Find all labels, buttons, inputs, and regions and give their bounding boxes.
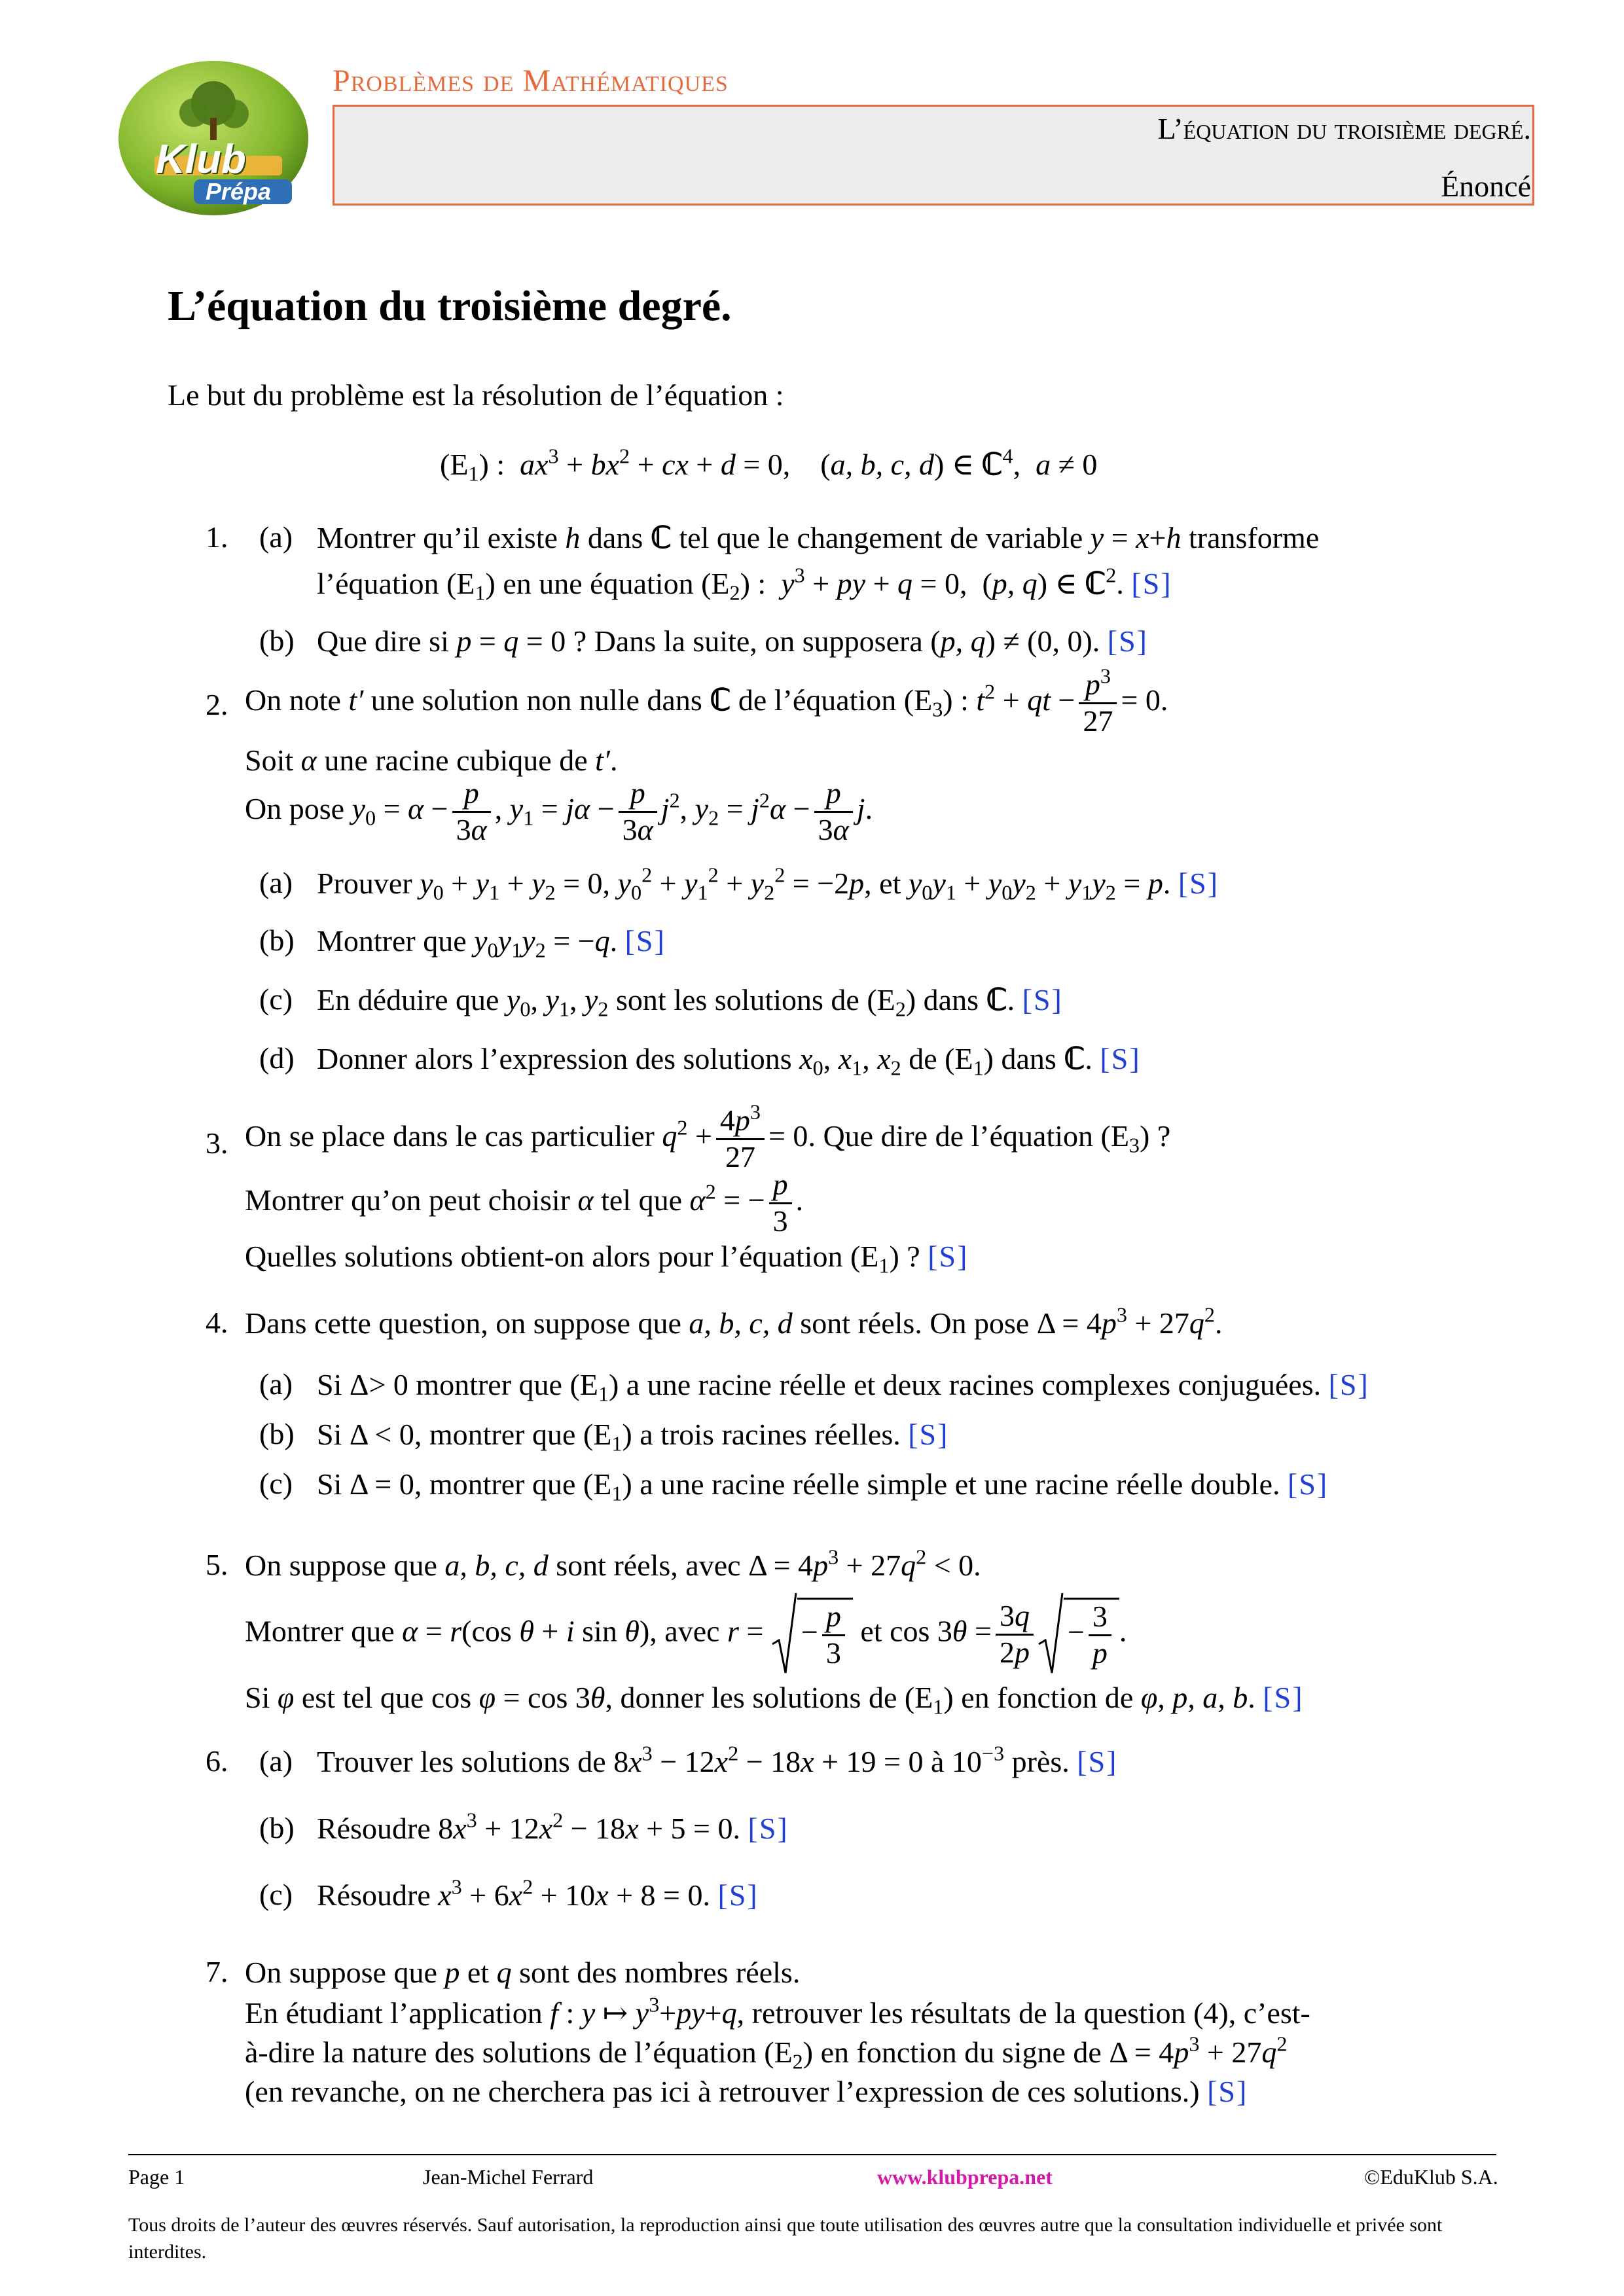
q2d-text: Donner alors l’expression des solutions $x_0$, $x_1$, $x_2$ de $(E_1)$ dans ℂ. [S] — [317, 1042, 1141, 1080]
q1b-solution-link[interactable]: [S] — [1107, 624, 1149, 658]
q2d-label: (d) — [259, 1041, 295, 1075]
footer-copyright: ©EduKlub S.A. — [1364, 2165, 1498, 2189]
q6a-label: (a) — [259, 1744, 293, 1778]
q3-number: 3. — [206, 1126, 228, 1160]
q7-solution-link[interactable]: [S] — [1207, 2075, 1248, 2108]
q1-number: 1. — [206, 520, 228, 554]
q4a-label: (a) — [259, 1367, 293, 1401]
q1b-label: (b) — [259, 624, 295, 657]
q4-number: 4. — [206, 1306, 228, 1339]
q4c-solution-link[interactable]: [S] — [1288, 1467, 1329, 1501]
q7-line3: à-dire la nature des solutions de l’équation $(E_2)$ en fonction du signe de $\Delta = 4p^3 + 27q^2$ — [245, 2032, 1288, 2073]
footer-site-link[interactable]: www.klubprepa.net — [877, 2165, 1053, 2189]
q2-line1: On note t′ une solution non nulle dans ℂ de l’équation $(E_3)$ : $t^2$ + qt − $\frac{p^3}{27}$ = 0. — [245, 664, 1168, 738]
q2a-label: (a) — [259, 866, 293, 899]
q5-number: 5. — [206, 1548, 228, 1581]
q2c-text: En déduire que $y_0$, $y_1$, $y_2$ sont les solutions de $(E_2)$ dans ℂ. [S] — [317, 983, 1063, 1021]
footer-page-number: Page 1 — [128, 2165, 185, 2189]
q5-line2: Montrer que α = r(cos θ + i sin θ), avec r = − $\frac{p}{3}$ et cos 3θ = $\frac{3q}{2p}$ − $\frac{3}{p}$ . — [245, 1592, 1127, 1677]
q5-line3: Si φ est tel que cos φ = cos 3θ, donner les solutions de $(E_1)$ en fonction de φ, p, a, b. [S] — [245, 1681, 1304, 1719]
q3-line3: Quelles solutions obtient-on alors pour l’équation $(E_1)$ ? [S] — [245, 1240, 969, 1278]
q1b-text: Que dire si p = q = 0 ? Dans la suite, on supposera (p, q) ≠ (0, 0). [S] — [317, 624, 1149, 658]
q2-number: 2. — [206, 688, 228, 721]
q1a-label: (a) — [259, 520, 293, 554]
header-series: Problèmes de Mathématiques — [333, 63, 729, 98]
q5-line1: On suppose que a, b, c, d sont réels, avec $\Delta = 4p^3 + 27q^2 < 0$. — [245, 1545, 981, 1582]
q2b-label: (b) — [259, 924, 295, 957]
q4a-solution-link[interactable]: [S] — [1328, 1368, 1369, 1401]
q4b-text: Si Δ < 0, montrer que $(E_1)$ a trois racines réelles. [S] — [317, 1418, 949, 1456]
q1a-line1: Montrer qu’il existe h dans ℂ tel que le changement de variable y = x+h transforme — [317, 521, 1320, 554]
q4c-label: (c) — [259, 1467, 293, 1500]
q4c-text: Si Δ = 0, montrer que $(E_1)$ a une racine réelle simple et une racine réelle double. [S] — [317, 1467, 1329, 1505]
q5-solution-link[interactable]: [S] — [1263, 1681, 1304, 1714]
q1a-solution-link[interactable]: [S] — [1131, 567, 1172, 600]
q7-number: 7. — [206, 1955, 228, 1988]
q4a-text: Si Δ> 0 montrer que $(E_1)$ a une racine réelle et deux racines complexes conjuguées. [S] — [317, 1368, 1369, 1406]
klub-prepa-logo — [115, 58, 312, 219]
main-equation: $(E_1)$ : $ax^3 + bx^2$ + cx + d = 0, (a, b, c, d) ∈ ℂ$^4$, a ≠ 0 — [440, 444, 1098, 486]
q2a-text: Prouver $y_0 + y_1 + y_2 = 0$, $y_0^2 + y_1^2 + y_2^2 = -2p$, et $y_0y_1 + y_0y_2 + y_1y_2 = p$. [S] — [317, 863, 1219, 905]
q6c-solution-link[interactable]: [S] — [717, 1878, 759, 1912]
q7-line1: On suppose que p et q sont des nombres réels. — [245, 1956, 801, 1989]
sqrt-symbol-2 — [1038, 1592, 1064, 1677]
q4b-solution-link[interactable]: [S] — [908, 1418, 949, 1451]
q1a-line2: l’équation $(E_1)$ en une équation $(E_2)$ : $y^3$ + py + q = 0, (p, q) ∈ ℂ$^2$. [S] — [317, 563, 1172, 605]
q2a-solution-link[interactable]: [S] — [1178, 867, 1219, 900]
q3-line1: On se place dans le cas particulier $q^2$ + $\frac{4p^3}{27}$ = 0. Que dire de l’équation $(E_3)$ ? — [245, 1100, 1171, 1174]
header-subtitle: Énoncé — [1441, 170, 1531, 203]
q2b-solution-link[interactable]: [S] — [624, 924, 666, 958]
q2b-text: Montrer que $y_0y_1y_2 = -q$. [S] — [317, 924, 666, 962]
q6b-text: Résoudre $8x^3 + 12x^2 - 18x + 5 = 0$. [S] — [317, 1808, 789, 1845]
q3-line2: Montrer qu’on peut choisir α tel que $\alpha^2$ = − $\frac{p}{3}$ . — [245, 1168, 804, 1238]
q2c-label: (c) — [259, 982, 293, 1016]
q7-line2: En étudiant l’application f : y ↦ $y^3+py+q$, retrouver les résultats de la question (4), c’est- — [245, 1992, 1310, 2030]
q6c-label: (c) — [259, 1878, 293, 1911]
q4-intro: Dans cette question, on suppose que a, b, c, d sont réels. On pose $\Delta = 4p^3 + 27q^2$. — [245, 1302, 1223, 1340]
q2d-solution-link[interactable]: [S] — [1100, 1042, 1141, 1075]
logo-text-prepa: Prépa — [206, 178, 272, 205]
q2-line3: On pose $y_0 = \alpha$ − $\frac{p}{3\alpha}$ , $y_1 = j\alpha$ − $\frac{p}{3\alpha}$ $j^2$, $y_2 = j^2\alpha$ − $\frac{p}{3\alpha}$ j. — [245, 776, 873, 846]
q2c-solution-link[interactable]: [S] — [1022, 983, 1063, 1016]
q4b-label: (b) — [259, 1417, 295, 1450]
logo-text-klub: Klub — [156, 137, 246, 182]
footer-divider — [128, 2154, 1496, 2155]
q2-line2: Soit α une racine cubique de t′. — [245, 744, 618, 777]
q6a-text: Trouver les solutions de $8x^3 - 12x^2 - 18x + 19 = 0$ à $10^{-3}$ près. [S] — [317, 1741, 1118, 1778]
q6b-solution-link[interactable]: [S] — [748, 1812, 789, 1845]
document-title: L’équation du troisième degré. — [168, 282, 732, 330]
q6b-label: (b) — [259, 1811, 295, 1844]
q7-line4: (en revanche, on ne cherchera pas ici à retrouver l’expression de ces solutions.) [S] — [245, 2075, 1248, 2108]
intro-text: Le but du problème est la résolution de l’équation : — [168, 378, 784, 412]
footer-author: Jean-Michel Ferrard — [423, 2165, 594, 2189]
footer-rights-notice: Tous droits de l’auteur des œuvres réservés. Sauf autorisation, la reproduction ainsi que toute utilisation des œuvres autre que la consultation individuelle et privée sont interdites. — [128, 2214, 1443, 2263]
q6a-solution-link[interactable]: [S] — [1077, 1745, 1118, 1778]
q3-solution-link[interactable]: [S] — [928, 1240, 969, 1273]
q6c-text: Résoudre $x^3 + 6x^2 + 10x + 8 = 0$. [S] — [317, 1874, 759, 1912]
sqrt-symbol — [771, 1592, 797, 1677]
header-title: L’équation du troisième degré. — [1157, 112, 1531, 145]
q6-number: 6. — [206, 1744, 228, 1778]
